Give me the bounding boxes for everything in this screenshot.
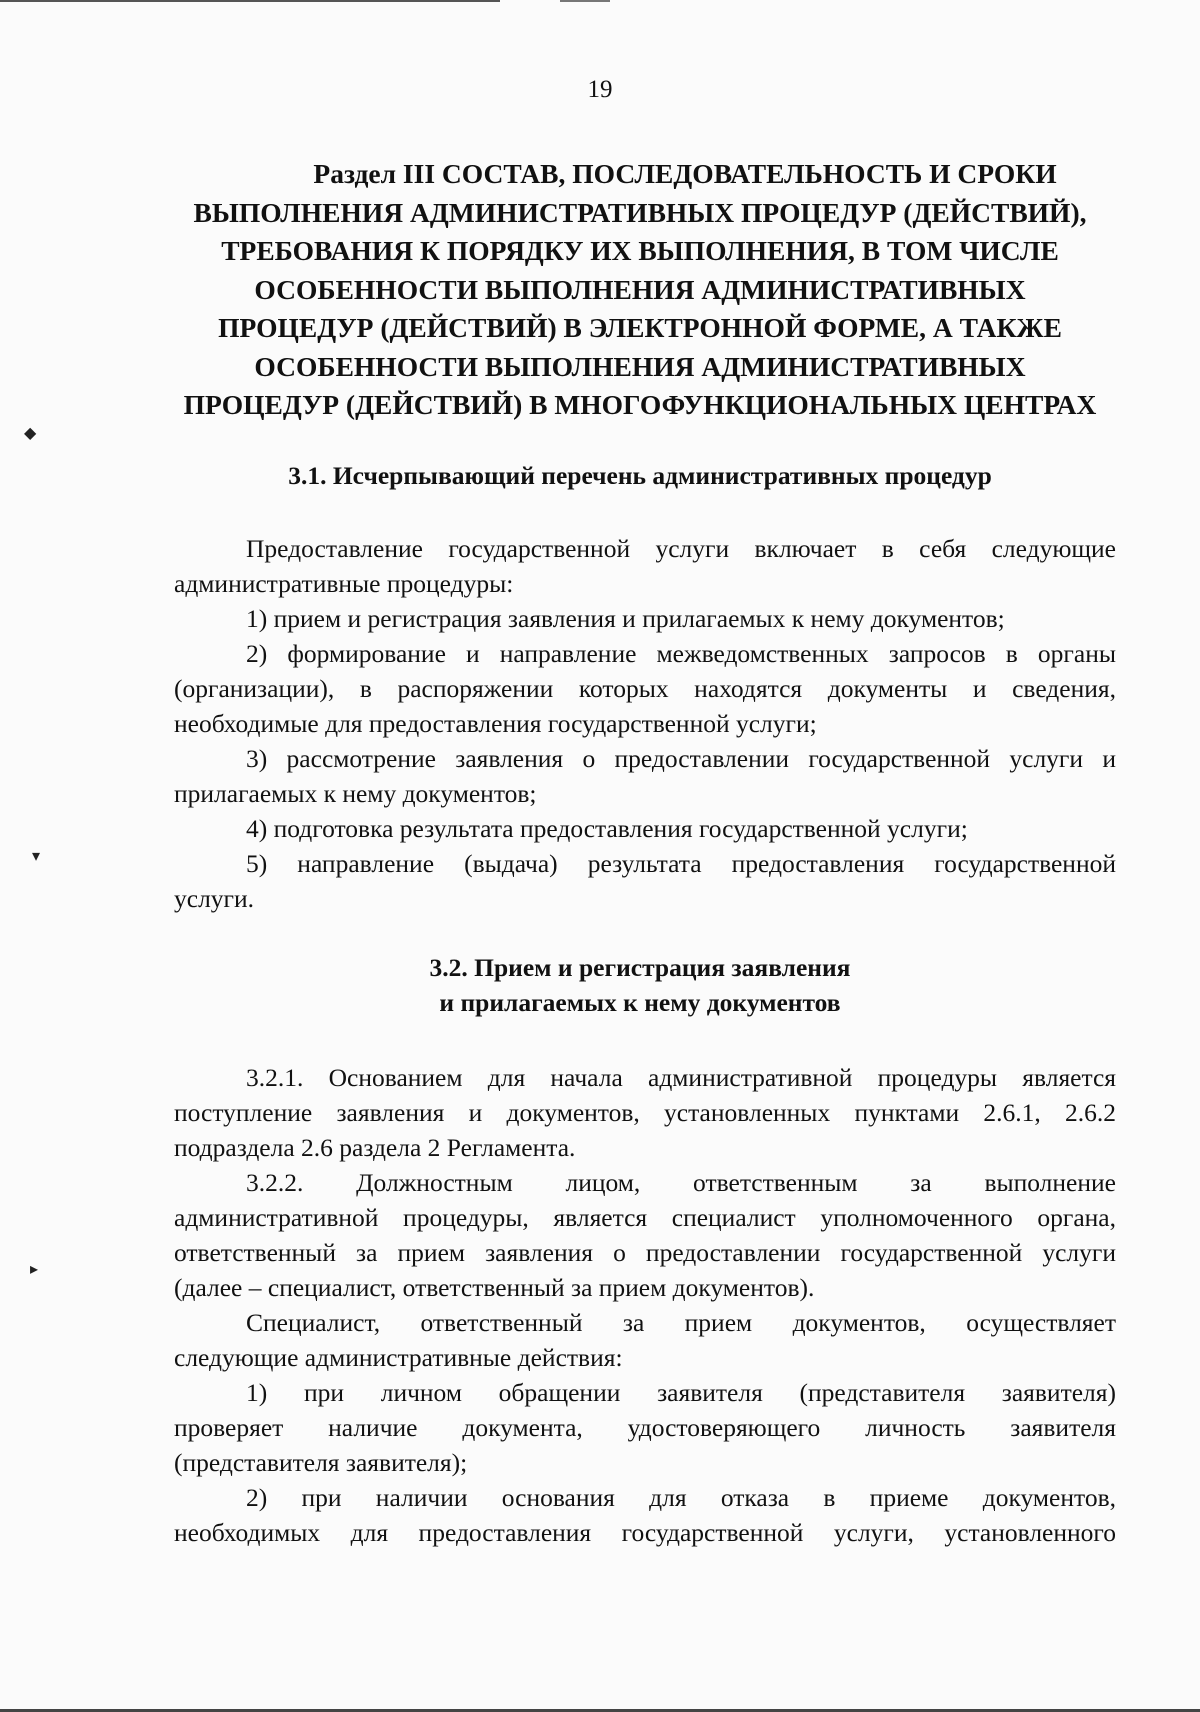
text-line: необходимые для предоставления государственной услуги; [174, 709, 817, 738]
text-line: (организации), в распоряжении которых находятся документы и сведения, [174, 674, 1116, 703]
text-line: (далее – специалист, ответственный за прием документов). [174, 1273, 815, 1302]
text-line: проверяет наличие документа, удостоверяющего личность заявителя [174, 1413, 1116, 1442]
list-item: 3) рассмотрение заявления о предоставлении государственной услуги и [246, 744, 1116, 773]
subsection-title-line: 3.2. Прием и регистрация заявления [429, 953, 851, 982]
text-line: прилагаемых к нему документов; [174, 779, 537, 808]
text-line: административные процедуры: [174, 569, 514, 598]
section-heading-line: ОСОБЕННОСТИ ВЫПОЛНЕНИЯ АДМИНИСТРАТИВНЫХ [254, 350, 1026, 382]
text-line: 3.2.2. Должностным лицом, ответственным за выполнение [246, 1168, 1116, 1197]
list-item: 1) при личном обращении заявителя (представителя заявителя) [246, 1378, 1116, 1407]
subsection-3-1-body [174, 531, 1116, 916]
subsection-title-line: и прилагаемых к нему документов [439, 988, 841, 1017]
text-line: необходимых для предоставления государственной услуги, установленного [174, 1518, 1116, 1547]
subsection-3-2-title [160, 950, 1120, 1020]
text-line: 3.2.1. Основанием для начала административной процедуры является [246, 1063, 1116, 1092]
list-item: 5) направление (выдача) результата предоставления государственной [246, 849, 1116, 878]
scan-mark-arrow-icon: ▾ [32, 848, 41, 865]
section-heading [160, 155, 1120, 425]
scan-mark-bullet-icon: ◆ [24, 425, 37, 442]
section-heading-line: ПРОЦЕДУР (ДЕЙСТВИЙ) В ЭЛЕКТРОННОЙ ФОРМЕ, А ТАКЖЕ [218, 312, 1062, 343]
text-line: Предоставление государственной услуги включает в себя следующие [246, 534, 1116, 563]
subsection-3-1-title [160, 458, 1120, 493]
text-line: поступление заявления и документов, установленных пунктами 2.6.1, 2.6.2 [174, 1098, 1116, 1127]
list-item: 2) формирование и направление межведомственных запросов в органы [246, 639, 1116, 668]
section-heading-line: ТРЕБОВАНИЯ К ПОРЯДКУ ИХ ВЫПОЛНЕНИЯ, В ТОМ ЧИСЛЕ [221, 235, 1059, 266]
text-line: следующие административные действия: [174, 1343, 623, 1372]
section-heading-line: Раздел III СОСТАВ, ПОСЛЕДОВАТЕЛЬНОСТЬ И СРОКИ [313, 158, 1057, 189]
page-number: 19 [587, 76, 613, 103]
text-line: (представителя заявителя); [174, 1448, 468, 1477]
list-item: 1) прием и регистрация заявления и прилагаемых к нему документов; [246, 604, 1005, 633]
subsection-3-2-body [174, 1060, 1116, 1550]
text-line: подраздела 2.6 раздела 2 Регламента. [174, 1133, 576, 1162]
text-line: административной процедуры, является специалист уполномоченного органа, [174, 1203, 1116, 1232]
list-item: 4) подготовка результата предоставления государственной услуги; [246, 814, 968, 843]
section-heading-line: ВЫПОЛНЕНИЯ АДМИНИСТРАТИВНЫХ ПРОЦЕДУР (ДЕЙСТВИЙ), [193, 196, 1087, 228]
list-item: 2) при наличии основания для отказа в приеме документов, [246, 1483, 1116, 1512]
text-line: Специалист, ответственный за прием документов, осуществляет [246, 1308, 1116, 1337]
scan-edge-top [0, 0, 500, 2]
scan-edge-top-right [560, 0, 610, 2]
subsection-title-line: 3.1. Исчерпывающий перечень административных процедур [288, 461, 992, 490]
section-heading-line: ОСОБЕННОСТИ ВЫПОЛНЕНИЯ АДМИНИСТРАТИВНЫХ [254, 273, 1026, 305]
text-line: услуги. [174, 884, 255, 913]
scan-mark-arrow-icon: ▸ [30, 1261, 39, 1278]
text-line: ответственный за прием заявления о предоставлении государственной услуги [174, 1238, 1116, 1267]
section-heading-line: ПРОЦЕДУР (ДЕЙСТВИЙ) В МНОГОФУНКЦИОНАЛЬНЫХ ЦЕНТРАХ [183, 389, 1097, 420]
